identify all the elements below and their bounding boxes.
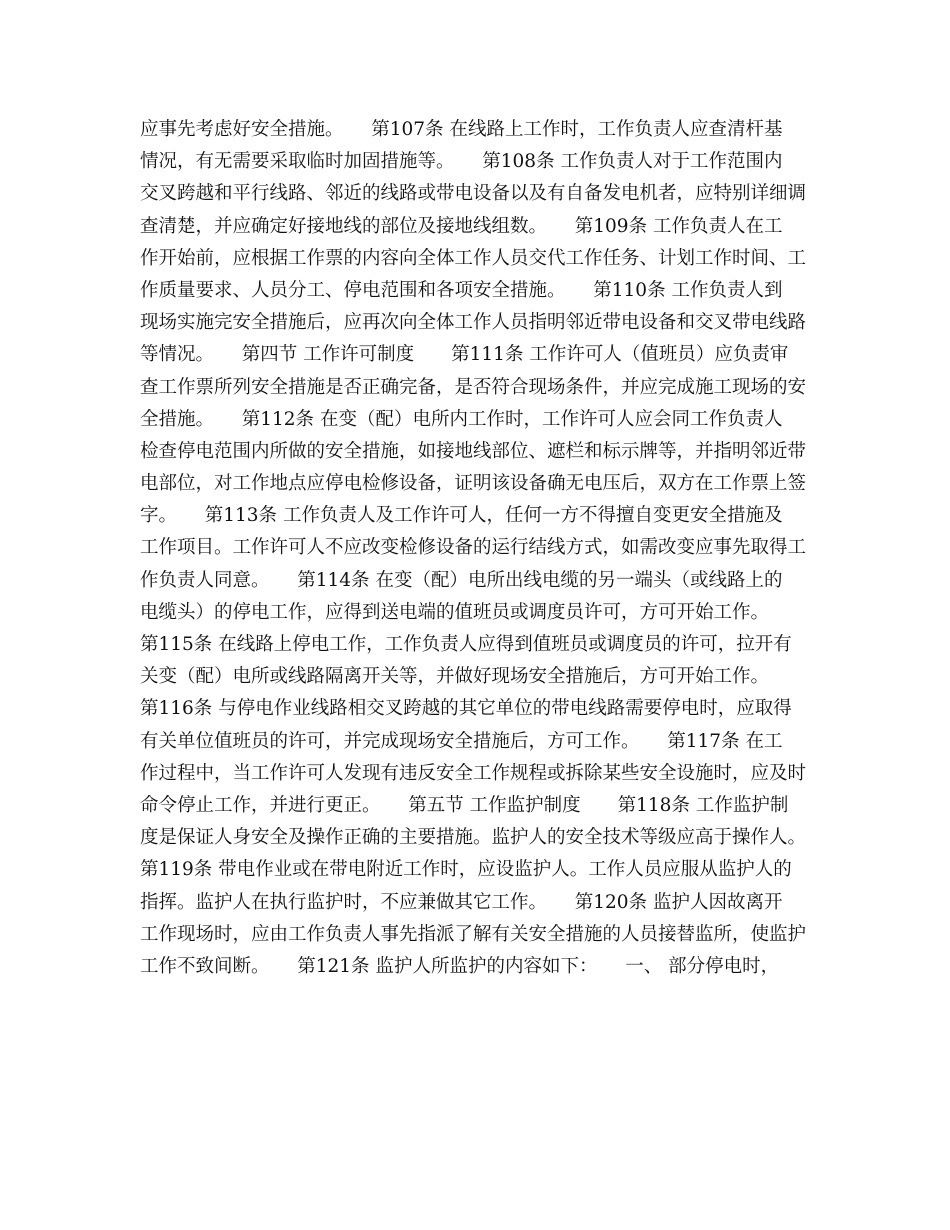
text-line: 检查停电范围内所做的安全措施，如接地线部位、遮栏和标示牌等，并指明邻近带: [140, 440, 807, 462]
text-line: 作开始前，应根据工作票的内容向全体工作人员交代工作任务、计划工作时间、工: [140, 247, 807, 269]
body-text: [140, 114, 820, 983]
text-line: 等情况。 第四节 工作许可制度 第111条 工作许可人（值班员）应负责审: [140, 344, 789, 366]
text-line: 查清楚，并应确定好接地线的部位及接地线组数。 第109条 工作负责人在工: [140, 215, 783, 237]
text-line: 现场实施完安全措施后，应再次向全体工作人员指明邻近带电设备和交叉带电线路: [140, 312, 807, 334]
text-line: 作负责人同意。 第114条 在变（配）电所出线电缆的另一端头（或线路上的: [140, 569, 783, 591]
text-line: 电部位，对工作地点应停电检修设备，证明该设备确无电压后，双方在工作票上签: [140, 473, 807, 495]
text-line: 字。 第113条 工作负责人及工作许可人，任何一方不得擅自变更安全措施及: [140, 505, 783, 527]
text-line: 工作项目。工作许可人不应改变检修设备的运行结线方式，如需改变应事先取得工: [140, 537, 807, 559]
text-line: 命令停止工作，并进行更正。 第五节 工作监护制度 第118条 工作监护制: [140, 794, 789, 816]
text-line: 查工作票所列安全措施是否正确完备，是否符合现场条件，并应完成施工现场的安: [140, 376, 807, 398]
text-line: 关变（配）电所或线路隔离开关等，并做好现场安全措施后，方可开始工作。: [140, 666, 770, 688]
text-line: 工作现场时，应由工作负责人事先指派了解有关安全措施的人员接替监所，使监护: [140, 923, 807, 945]
text-line: 电缆头）的停电工作，应得到送电端的值班员或调度员许可，方可开始工作。: [140, 601, 770, 623]
text-line: 第119条 带电作业或在带电附近工作时，应设监护人。工作人员应服从监护人的: [140, 859, 792, 881]
text-line: 第116条 与停电作业线路相交叉跨越的其它单位的带电线路需要停电时，应取得: [140, 698, 792, 720]
text-line: 指挥。监护人在执行监护时，不应兼做其它工作。 第120条 监护人因故离开: [140, 891, 783, 913]
text-line: 第115条 在线路上停电工作，工作负责人应得到值班员或调度员的许可，拉开有: [140, 634, 792, 655]
text-line: 工作不致间断。 第121条 监护人所监护的内容如下： 一、 部分停电时，: [140, 955, 780, 977]
text-line: 度是保证人身安全及操作正确的主要措施。监护人的安全技术等级应高于操作人。: [140, 827, 807, 849]
text-line: 情况，有无需要采取临时加固措施等。 第108条 工作负责人对于工作范围内: [140, 151, 783, 173]
text-line: 全措施。 第112条 在变（配）电所内工作时，工作许可人应会同工作负责人: [140, 408, 783, 430]
text-line: 交叉跨越和平行线路、邻近的线路或带电设备以及有自备发电机者，应特别详细调: [140, 183, 807, 205]
text-line: 应事先考虑好安全措施。 第107条 在线路上工作时，工作负责人应查清杆基: [140, 119, 783, 140]
text-line: 作过程中，当工作许可人发现有违反安全工作规程或拆除某些安全设施时，应及时: [140, 762, 807, 784]
text-line: 作质量要求、人员分工、停电范围和各项安全措施。 第110条 工作负责人到: [140, 279, 783, 301]
text-line: 有关单位值班员的许可，并完成现场安全措施后，方可工作。 第117条 在工: [140, 730, 783, 752]
